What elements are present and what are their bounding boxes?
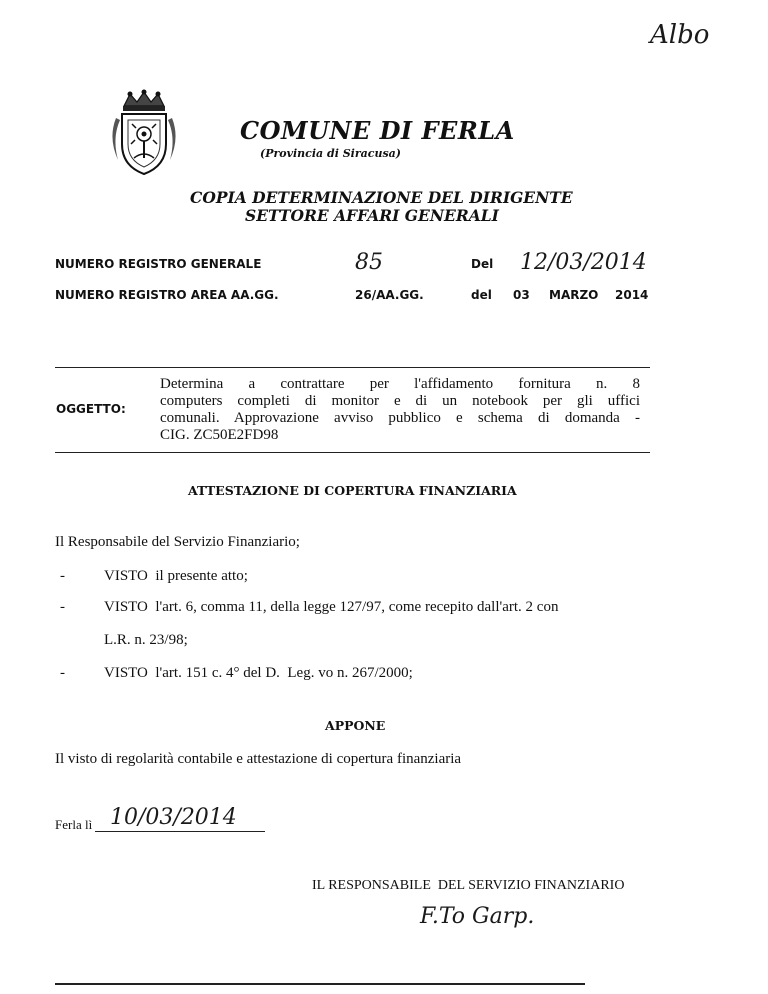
registry-area-number: 26/AA.GG. [355, 288, 424, 302]
registry-general-number: 85 [355, 250, 383, 275]
subject-line-4: CIG. ZC50E2FD98 [160, 427, 279, 443]
registry-area-day: 03 [513, 288, 530, 302]
date-underline [95, 831, 265, 832]
bullet-marker-2: - [60, 599, 65, 615]
bullet-2: VISTO l'art. 6, comma 11, della legge 127/97, come recepito dall'art. 2 con [104, 599, 559, 615]
attestation-intro: Il Responsabile del Servizio Finanziario; [55, 534, 300, 550]
signature-handwritten: F.To Garp. [420, 904, 535, 929]
registry-area-del-label: del [471, 288, 492, 302]
province-subtitle: (Provincia di Siracusa) [260, 147, 401, 160]
registry-area-label: NUMERO REGISTRO AREA AA.GG. [55, 288, 279, 302]
bullet-3: VISTO l'art. 151 c. 4° del D. Leg. vo n. 267/2000; [104, 665, 413, 681]
bullet-marker-3: - [60, 665, 65, 681]
subject-line-2: computers completi di monitor e di un notebook per gli uffici [160, 393, 640, 409]
albo-handwritten-mark: Albo [650, 20, 710, 50]
place-date-row [55, 805, 275, 839]
doc-type-line2: SETTORE AFFARI GENERALI [245, 206, 499, 225]
bullet-1: VISTO il presente atto; [104, 568, 248, 584]
subject-line-3: comunali. Approvazione avviso pubblico e schema di domanda - [160, 410, 640, 426]
subject-top-rule [55, 367, 650, 368]
signature-title: IL RESPONSABILE DEL SERVIZIO FINANZIARIO [312, 878, 625, 893]
registry-area-year: 2014 [615, 288, 649, 302]
attestation-heading: ATTESTAZIONE DI COPERTURA FINANZIARIA [188, 483, 517, 498]
municipality-title: COMUNE DI FERLA [240, 116, 515, 145]
visto-line: Il visto di regolarità contabile e attestazione di copertura finanziaria [55, 751, 462, 767]
registry-area-month: MARZO [549, 288, 599, 302]
appone-heading: APPONE [325, 718, 386, 733]
registry-general-label: NUMERO REGISTRO GENERALE [55, 257, 262, 271]
subject-bottom-rule [55, 452, 650, 453]
footer-rule [55, 983, 585, 985]
place-label: Ferla lì [55, 817, 93, 832]
subject-label: OGGETTO: [56, 402, 126, 416]
doc-type-line1: COPIA DETERMINAZIONE DEL DIRIGENTE [190, 188, 573, 207]
bullet-marker-1: - [60, 568, 65, 584]
subject-line-1: Determina a contrattare per l'affidamento fornitura n. 8 [160, 376, 640, 392]
place-date-handwritten: 10/03/2014 [110, 805, 237, 830]
registry-general-del-label: Del [471, 257, 494, 271]
bullet-2-continuation: L.R. n. 23/98; [104, 632, 188, 648]
coat-of-arms-icon [104, 88, 184, 178]
registry-general-date: 12/03/2014 [520, 250, 647, 275]
